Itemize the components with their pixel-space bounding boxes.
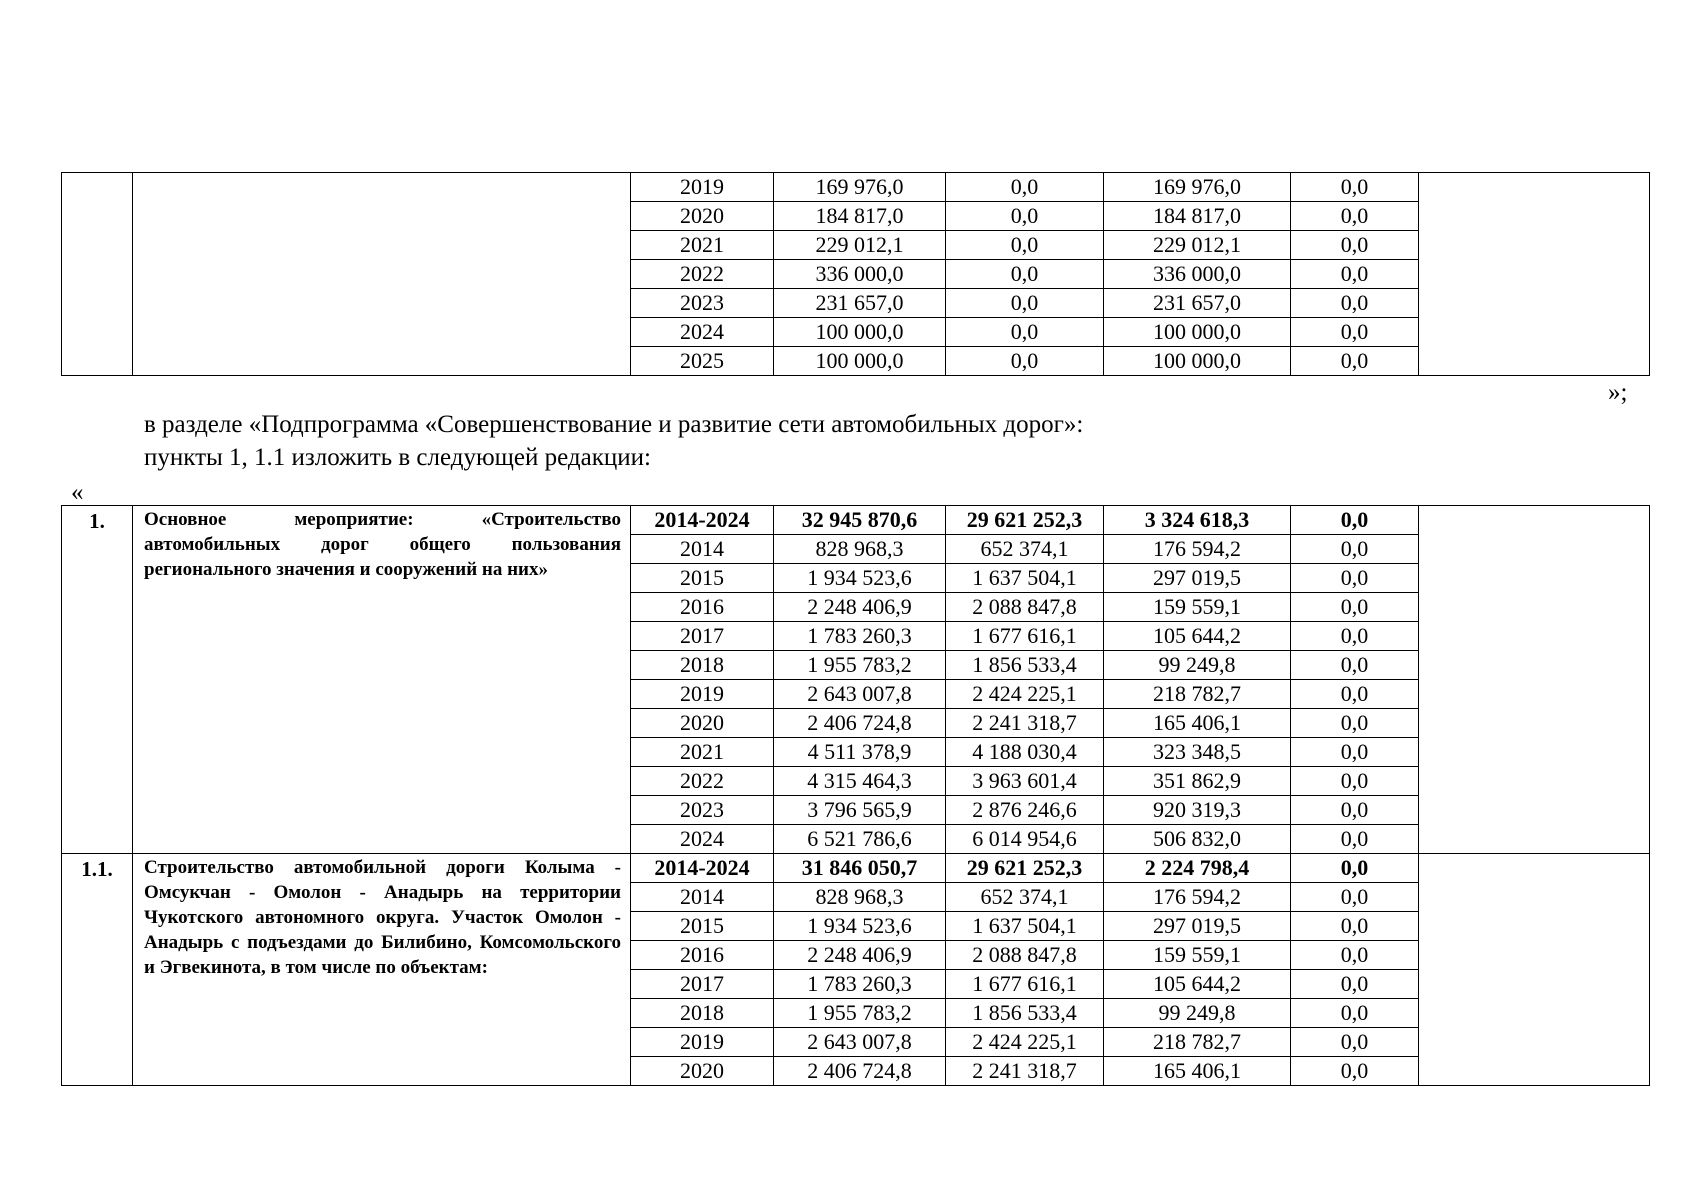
note-cell (1419, 854, 1650, 1086)
year-cell: 2018 (631, 999, 774, 1028)
federal-cell: 0,0 (946, 347, 1104, 376)
other-cell: 0,0 (1291, 999, 1419, 1028)
total-cell: 828 968,3 (774, 883, 946, 912)
federal-cell: 1 677 616,1 (946, 622, 1104, 651)
item-description: Основное мероприятие: «Строительство автомобильных дорог общего пользования регионального значения и сооружений на них» (133, 506, 631, 854)
other-cell: 0,0 (1291, 289, 1419, 318)
other-cell: 0,0 (1291, 231, 1419, 260)
year-cell: 2022 (631, 767, 774, 796)
total-cell: 100 000,0 (774, 347, 946, 376)
regional-cell: 159 559,1 (1104, 593, 1291, 622)
other-cell: 0,0 (1291, 347, 1419, 376)
items-instruction: пункты 1, 1.1 изложить в следующей редакции: (144, 444, 651, 471)
regional-cell: 323 348,5 (1104, 738, 1291, 767)
year-cell: 2020 (631, 202, 774, 231)
federal-cell: 2 088 847,8 (946, 593, 1104, 622)
closing-quote: »; (1608, 379, 1628, 406)
regional-cell: 165 406,1 (1104, 1057, 1291, 1086)
regional-cell: 99 249,8 (1104, 651, 1291, 680)
other-cell: 0,0 (1291, 796, 1419, 825)
total-cell: 229 012,1 (774, 231, 946, 260)
regional-cell: 176 594,2 (1104, 535, 1291, 564)
note-cell (1419, 506, 1650, 854)
year-cell: 2019 (631, 680, 774, 709)
regional-cell: 3 324 618,3 (1104, 506, 1291, 535)
item-number: 1. (62, 506, 133, 854)
federal-cell: 2 424 225,1 (946, 1028, 1104, 1057)
federal-cell: 2 424 225,1 (946, 680, 1104, 709)
other-cell: 0,0 (1291, 202, 1419, 231)
total-cell: 31 846 050,7 (774, 854, 946, 883)
year-cell: 2024 (631, 318, 774, 347)
regional-cell: 336 000,0 (1104, 260, 1291, 289)
total-cell: 2 643 007,8 (774, 1028, 946, 1057)
total-cell: 828 968,3 (774, 535, 946, 564)
regional-cell: 218 782,7 (1104, 1028, 1291, 1057)
other-cell: 0,0 (1291, 738, 1419, 767)
year-cell: 2024 (631, 825, 774, 854)
regional-cell: 176 594,2 (1104, 883, 1291, 912)
regional-cell: 169 976,0 (1104, 173, 1291, 202)
regional-cell: 100 000,0 (1104, 347, 1291, 376)
total-cell: 1 934 523,6 (774, 912, 946, 941)
section-instruction: в разделе «Подпрограмма «Совершенствование и развитие сети автомобильных дорог»: (144, 411, 1084, 438)
funding-table-top-body (62, 173, 1650, 376)
year-cell: 2019 (631, 1028, 774, 1057)
year-cell: 2014 (631, 883, 774, 912)
funding-table-bottom-body (62, 506, 1650, 1086)
year-cell: 2015 (631, 912, 774, 941)
federal-cell: 0,0 (946, 318, 1104, 347)
year-cell: 2022 (631, 260, 774, 289)
year-cell: 2021 (631, 231, 774, 260)
year-cell: 2017 (631, 622, 774, 651)
federal-cell: 3 963 601,4 (946, 767, 1104, 796)
total-cell: 184 817,0 (774, 202, 946, 231)
regional-cell: 184 817,0 (1104, 202, 1291, 231)
total-cell: 1 934 523,6 (774, 564, 946, 593)
year-cell: 2016 (631, 593, 774, 622)
note-cell (1419, 173, 1650, 376)
table-row (62, 854, 1650, 883)
total-cell: 4 511 378,9 (774, 738, 946, 767)
federal-cell: 6 014 954,6 (946, 825, 1104, 854)
year-cell: 2016 (631, 941, 774, 970)
federal-cell: 1 677 616,1 (946, 970, 1104, 999)
regional-cell: 165 406,1 (1104, 709, 1291, 738)
federal-cell: 0,0 (946, 202, 1104, 231)
federal-cell: 29 621 252,3 (946, 506, 1104, 535)
federal-cell: 0,0 (946, 260, 1104, 289)
total-cell: 1 955 783,2 (774, 999, 946, 1028)
federal-cell: 2 241 318,7 (946, 709, 1104, 738)
total-cell: 2 406 724,8 (774, 709, 946, 738)
table-row (62, 173, 1650, 202)
federal-cell: 2 876 246,6 (946, 796, 1104, 825)
other-cell: 0,0 (1291, 854, 1419, 883)
regional-cell: 506 832,0 (1104, 825, 1291, 854)
other-cell: 0,0 (1291, 825, 1419, 854)
other-cell: 0,0 (1291, 1057, 1419, 1086)
federal-cell: 0,0 (946, 173, 1104, 202)
total-cell: 100 000,0 (774, 318, 946, 347)
total-cell: 231 657,0 (774, 289, 946, 318)
other-cell: 0,0 (1291, 564, 1419, 593)
other-cell: 0,0 (1291, 622, 1419, 651)
year-cell: 2018 (631, 651, 774, 680)
total-cell: 1 955 783,2 (774, 651, 946, 680)
federal-cell: 1 637 504,1 (946, 564, 1104, 593)
total-cell: 1 783 260,3 (774, 622, 946, 651)
year-cell: 2014-2024 (631, 854, 774, 883)
other-cell: 0,0 (1291, 970, 1419, 999)
year-cell: 2023 (631, 796, 774, 825)
year-cell: 2014-2024 (631, 506, 774, 535)
other-cell: 0,0 (1291, 173, 1419, 202)
other-cell: 0,0 (1291, 767, 1419, 796)
year-cell: 2015 (631, 564, 774, 593)
total-cell: 2 248 406,9 (774, 941, 946, 970)
regional-cell: 297 019,5 (1104, 912, 1291, 941)
federal-cell: 1 856 533,4 (946, 651, 1104, 680)
other-cell: 0,0 (1291, 680, 1419, 709)
total-cell: 2 643 007,8 (774, 680, 946, 709)
item-number: 1.1. (62, 854, 133, 1086)
other-cell: 0,0 (1291, 709, 1419, 738)
total-cell: 336 000,0 (774, 260, 946, 289)
total-cell: 2 248 406,9 (774, 593, 946, 622)
total-cell: 6 521 786,6 (774, 825, 946, 854)
year-cell: 2025 (631, 347, 774, 376)
other-cell: 0,0 (1291, 941, 1419, 970)
year-cell: 2017 (631, 970, 774, 999)
other-cell: 0,0 (1291, 1028, 1419, 1057)
federal-cell: 1 856 533,4 (946, 999, 1104, 1028)
year-cell: 2019 (631, 173, 774, 202)
year-cell: 2020 (631, 709, 774, 738)
federal-cell: 2 241 318,7 (946, 1057, 1104, 1086)
federal-cell: 2 088 847,8 (946, 941, 1104, 970)
federal-cell: 4 188 030,4 (946, 738, 1104, 767)
funding-table-top (61, 172, 1650, 376)
other-cell: 0,0 (1291, 651, 1419, 680)
opening-quote: « (71, 479, 84, 506)
regional-cell: 99 249,8 (1104, 999, 1291, 1028)
number-cell (62, 173, 133, 376)
total-cell: 4 315 464,3 (774, 767, 946, 796)
other-cell: 0,0 (1291, 260, 1419, 289)
other-cell: 0,0 (1291, 593, 1419, 622)
regional-cell: 297 019,5 (1104, 564, 1291, 593)
federal-cell: 0,0 (946, 289, 1104, 318)
other-cell: 0,0 (1291, 318, 1419, 347)
other-cell: 0,0 (1291, 912, 1419, 941)
year-cell: 2021 (631, 738, 774, 767)
federal-cell: 29 621 252,3 (946, 854, 1104, 883)
year-cell: 2023 (631, 289, 774, 318)
total-cell: 169 976,0 (774, 173, 946, 202)
regional-cell: 218 782,7 (1104, 680, 1291, 709)
total-cell: 32 945 870,6 (774, 506, 946, 535)
regional-cell: 351 862,9 (1104, 767, 1291, 796)
regional-cell: 105 644,2 (1104, 622, 1291, 651)
other-cell: 0,0 (1291, 535, 1419, 564)
total-cell: 3 796 565,9 (774, 796, 946, 825)
other-cell: 0,0 (1291, 506, 1419, 535)
total-cell: 2 406 724,8 (774, 1057, 946, 1086)
federal-cell: 1 637 504,1 (946, 912, 1104, 941)
federal-cell: 652 374,1 (946, 883, 1104, 912)
regional-cell: 100 000,0 (1104, 318, 1291, 347)
year-cell: 2014 (631, 535, 774, 564)
year-cell: 2020 (631, 1057, 774, 1086)
federal-cell: 0,0 (946, 231, 1104, 260)
regional-cell: 2 224 798,4 (1104, 854, 1291, 883)
regional-cell: 920 319,3 (1104, 796, 1291, 825)
table-row (62, 506, 1650, 535)
regional-cell: 105 644,2 (1104, 970, 1291, 999)
regional-cell: 229 012,1 (1104, 231, 1291, 260)
funding-table-bottom (61, 505, 1650, 1086)
regional-cell: 231 657,0 (1104, 289, 1291, 318)
item-description: Строительство автомобильной дороги Колыма - Омсукчан - Омолон - Анадырь на территории Чукотского автономного округа. Участок Омолон - Анадырь с подъездами до Билибино, Комсомольского и Эгвекинота, в том числе по объектам: (133, 854, 631, 1086)
description-cell (133, 173, 631, 376)
total-cell: 1 783 260,3 (774, 970, 946, 999)
other-cell: 0,0 (1291, 883, 1419, 912)
regional-cell: 159 559,1 (1104, 941, 1291, 970)
federal-cell: 652 374,1 (946, 535, 1104, 564)
